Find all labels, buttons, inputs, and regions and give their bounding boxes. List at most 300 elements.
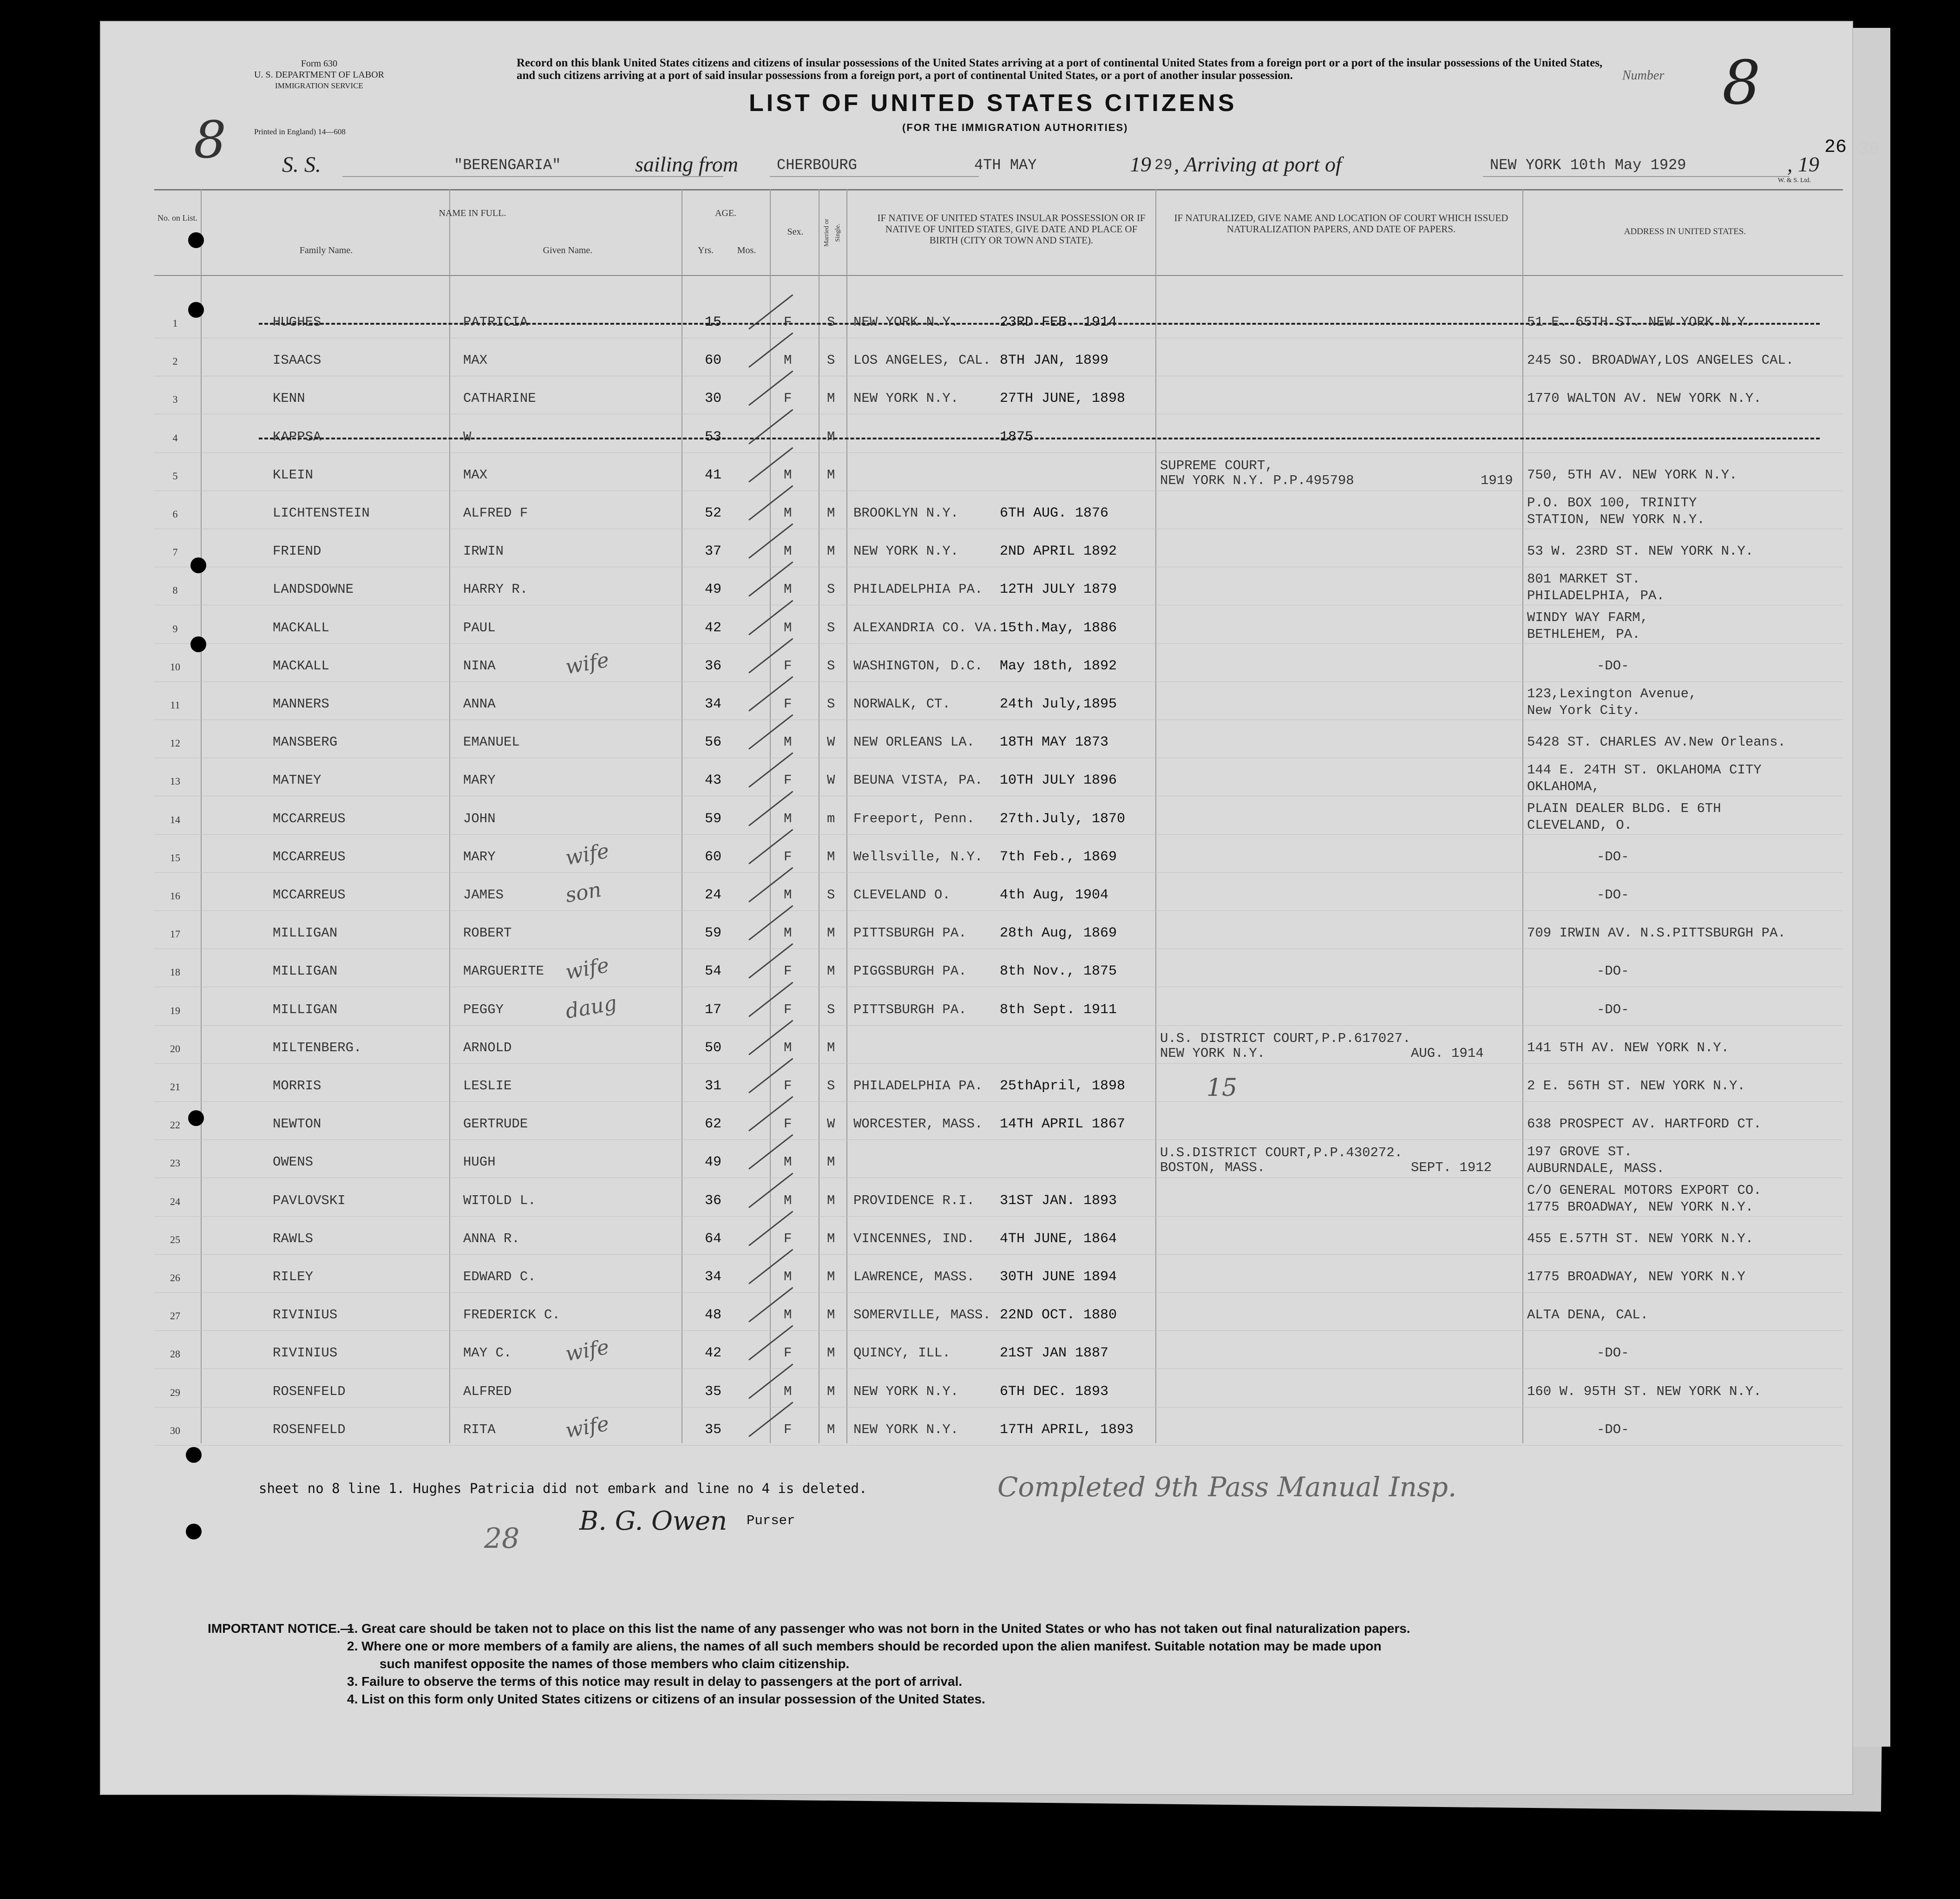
birth-place: PHILADELPHIA PA. (853, 1078, 983, 1094)
given-name: MARGUERITE (463, 963, 544, 979)
birth-date: 6TH AUG. 1876 (1000, 505, 1109, 521)
family-name: MCCARREUS (273, 849, 346, 864)
sex: M (784, 582, 792, 597)
naturalization-court: U.S.DISTRICT COURT,P.P.430272. (1160, 1145, 1403, 1160)
family-name: ROSENFELD (273, 1384, 346, 1399)
marital-status: M (827, 429, 835, 445)
age-years: 15 (705, 314, 722, 330)
given-name: ROBERT (463, 925, 512, 941)
address-line-1: WINDY WAY FARM, (1527, 610, 1649, 625)
family-name: KAPPSA (273, 429, 321, 445)
birth-date: 25thApril, 1898 (1000, 1078, 1126, 1094)
given-name: EMANUEL (463, 734, 520, 750)
marital-status: M (827, 925, 835, 941)
age-years: 31 (705, 1078, 722, 1094)
deleted-row-strike (259, 323, 1820, 325)
row-number: 20 (170, 1043, 180, 1054)
marital-status: M (827, 544, 835, 559)
sex: M (784, 734, 792, 750)
family-name: MCCARREUS (273, 811, 346, 826)
sailing-year: 29 (1154, 157, 1173, 174)
age-years: 43 (705, 773, 722, 788)
sex: F (784, 1002, 792, 1017)
marital-status: M (827, 963, 835, 979)
arriving-label: , Arriving at port of (1174, 152, 1342, 176)
marital-status: S (827, 1002, 835, 1017)
family-name: LICHTENSTEIN (273, 505, 370, 521)
family-name: RAWLS (273, 1231, 314, 1246)
birth-date: 27th.July, 1870 (1000, 811, 1126, 827)
age-years: 54 (705, 963, 722, 979)
birth-place: NEW ORLEANS LA. (853, 734, 975, 750)
age-years: 53 (705, 429, 722, 445)
address: 638 PROSPECT AV. HARTFORD CT. (1527, 1116, 1762, 1132)
row-number: 3 (172, 393, 178, 405)
arrival-port: NEW YORK 10th May 1929 (1490, 157, 1686, 174)
col-age-header: AGE. (715, 208, 737, 218)
punch-hole (190, 557, 206, 573)
row-number: 21 (170, 1081, 180, 1093)
marital-status: M (827, 467, 835, 483)
col-married-header: Married or Single. (823, 218, 841, 247)
address: 245 SO. BROADWAY,LOS ANGELES CAL. (1527, 353, 1794, 368)
age-years: 49 (705, 1154, 722, 1170)
sex: M (784, 1384, 792, 1399)
punch-hole (74, 1106, 82, 1118)
form-instructions: Record on this blank United States citizens and citizens of insular possessions of the United States arriving at a port of continental United States from a foreign port or a port of the insular possessions of the United States, and such citizens arriving at a port of said insular possessions from a foreign port, a port of continental United States, or a port of another insular possession. (517, 57, 1603, 82)
purser-label: Purser (747, 1513, 795, 1528)
address: 5428 ST. CHARLES AV.New Orleans. (1527, 734, 1786, 750)
birth-date: 24th July,1895 (1000, 696, 1117, 712)
given-name: PEGGY (463, 1002, 504, 1017)
age-years: 35 (705, 1384, 722, 1400)
sheet-number: 36 (1858, 139, 1880, 159)
birth-date: 8th Nov., 1875 (1000, 963, 1117, 979)
given-name: HARRY R. (463, 582, 528, 597)
age-years: 34 (705, 696, 722, 712)
marital-status: M (827, 1307, 835, 1323)
row-rule (154, 1216, 1843, 1217)
notice-item-3: 3. Failure to observe the terms of this notice may result in delay to passengers at the port of arrival. (347, 1674, 963, 1689)
sex: F (784, 1231, 792, 1246)
family-name: RIVINIUS (273, 1307, 338, 1323)
naturalization-court: SUPREME COURT, (1160, 458, 1273, 473)
given-name: MAX (463, 467, 488, 483)
row-number: 6 (172, 508, 178, 520)
given-name: MARY (463, 849, 496, 864)
marital-status: S (827, 314, 835, 330)
birth-date: 23RD FEB. 1914 (1000, 314, 1117, 330)
age-years: 30 (705, 391, 722, 406)
col-yrs-header: Yrs. (698, 245, 714, 255)
birth-date: 21ST JAN 1887 (1000, 1345, 1109, 1361)
age-years: 49 (705, 582, 722, 597)
marital-status: m (827, 811, 835, 826)
col-no-header: No. on List. (157, 213, 197, 223)
col-address-header: ADDRESS IN UNITED STATES. (1624, 227, 1746, 236)
address-line-1: PLAIN DEALER BLDG. E 6TH (1527, 801, 1721, 816)
birth-date: 4th Aug, 1904 (1000, 887, 1109, 903)
sailing-port: CHERBOURG (777, 157, 857, 174)
marital-status: S (827, 1078, 835, 1094)
family-name: MACKALL (273, 658, 329, 674)
row-number: 11 (170, 699, 180, 711)
col-mos-header: Mos. (737, 245, 756, 255)
manifest-sheet (100, 21, 1853, 1795)
punch-hole (74, 557, 82, 570)
given-name: JOHN (463, 811, 496, 826)
sex: F (784, 963, 792, 979)
address: ALTA DENA, CAL. (1527, 1307, 1649, 1323)
row-rule (154, 1254, 1843, 1255)
family-name: MILTENBERG. (273, 1040, 362, 1055)
address-line-1: 144 E. 24TH ST. OKLAHOMA CITY (1527, 762, 1762, 778)
given-name: FREDERICK C. (463, 1307, 560, 1323)
notice-item-4: 4. List on this form only United States citizens or citizens of an insular possession of the United States. (347, 1692, 985, 1706)
sex: F (784, 696, 792, 712)
department-name: U. S. DEPARTMENT OF LABOR (254, 70, 384, 80)
row-number: 5 (172, 470, 178, 482)
family-name: ROSENFELD (273, 1422, 346, 1437)
birth-place: PHILADELPHIA PA. (853, 582, 983, 597)
family-name: KENN (273, 391, 305, 406)
sex: F (784, 1422, 792, 1437)
family-name: MILLIGAN (273, 963, 338, 979)
given-name: PAUL (463, 620, 496, 635)
row-number: 12 (170, 737, 180, 749)
age-years: 56 (705, 734, 722, 750)
sex: M (784, 1307, 792, 1323)
marital-status: M (827, 1193, 835, 1208)
address-line-2: New York City. (1527, 703, 1640, 718)
row-number: 27 (170, 1310, 180, 1322)
form-id-block (254, 58, 384, 92)
birth-place: NEW YORK N.Y. (853, 1384, 959, 1399)
birth-date: 6TH DEC. 1893 (1000, 1384, 1109, 1400)
address: -DO- (1597, 963, 1629, 979)
row-rule (154, 1101, 1843, 1102)
page-title: LIST OF UNITED STATES CITIZENS (749, 90, 1237, 117)
birth-place: WASHINGTON, D.C. (853, 658, 983, 674)
given-name: CATHARINE (463, 391, 536, 406)
sex: F (784, 658, 792, 674)
sex: F (784, 391, 792, 406)
punch-hole (186, 1447, 202, 1463)
birth-date: 8th Sept. 1911 (1000, 1002, 1117, 1018)
sex: M (784, 544, 792, 559)
given-name: ANNA (463, 696, 496, 712)
birth-date: 18TH MAY 1873 (1000, 734, 1109, 750)
birth-date: 4TH JUNE, 1864 (1000, 1231, 1117, 1247)
age-years: 59 (705, 811, 722, 827)
age-years: 37 (705, 544, 722, 559)
marital-status: W (827, 773, 835, 788)
birth-place: ALEXANDRIA CO. VA. (853, 620, 999, 635)
service-name: IMMIGRATION SERVICE (275, 81, 363, 90)
sex: F (784, 773, 792, 788)
address: 1770 WALTON AV. NEW YORK N.Y. (1527, 391, 1762, 406)
marital-status: M (827, 1422, 835, 1437)
col-given-header: Given Name. (543, 245, 593, 255)
row-rule (154, 1330, 1843, 1331)
birth-date: 7th Feb., 1869 (1000, 849, 1117, 865)
col-naturalized-header: IF NATURALIZED, GIVE NAME AND LOCATION OF COURT WHICH ISSUED NATURALIZATION PAPERS, AND DATE OF PAPERS. (1174, 212, 1508, 235)
given-name: ARNOLD (463, 1040, 512, 1055)
arrival-year-prefix: , 19 (1787, 152, 1819, 176)
birth-date: 2ND APRIL 1892 (1000, 544, 1117, 559)
sex: F (784, 1345, 792, 1361)
row-rule (154, 643, 1843, 644)
notice-list (347, 1620, 1834, 1708)
row-number: 10 (170, 661, 180, 673)
row-number: 29 (170, 1387, 180, 1398)
address-line-2: STATION, NEW YORK N.Y. (1527, 512, 1705, 527)
row-number: 26 (170, 1272, 180, 1283)
birth-place: LAWRENCE, MASS. (853, 1269, 975, 1284)
address: 709 IRWIN AV. N.S.PITTSBURGH PA. (1527, 925, 1786, 941)
marital-status: S (827, 887, 835, 903)
age-years: 64 (705, 1231, 722, 1247)
birth-place: PROVIDENCE R.I. (853, 1193, 975, 1208)
number-label: Number (1622, 68, 1665, 83)
age-years: 41 (705, 467, 722, 483)
sex: M (784, 925, 792, 941)
birth-date: 17TH APRIL, 1893 (1000, 1422, 1134, 1438)
birth-date: 28th Aug, 1869 (1000, 925, 1117, 941)
age-years: 52 (705, 505, 722, 521)
purser-signature: B. G. Owen (579, 1506, 728, 1536)
row-number: 15 (170, 852, 180, 864)
naturalization-date: SEPT. 1912 (1411, 1160, 1492, 1175)
sex: M (784, 1154, 792, 1170)
completed-note: Completed 9th Pass Manual Insp. (997, 1471, 1457, 1503)
address: -DO- (1597, 1002, 1629, 1017)
margin-number: 15 (1206, 1074, 1238, 1102)
address-line-2: 1775 BROADWAY, NEW YORK N.Y. (1527, 1199, 1754, 1215)
given-name: JAMES (463, 887, 504, 903)
birth-place: PITTSBURGH PA. (853, 925, 967, 941)
list-number: 8 (1722, 47, 1761, 118)
row-rule (154, 1063, 1843, 1064)
birth-date: 22ND OCT. 1880 (1000, 1307, 1117, 1323)
punch-hole (84, 223, 91, 235)
relation-note: wife (564, 1335, 611, 1366)
row-rule (154, 681, 1843, 682)
sex: M (784, 1040, 792, 1055)
row-rule (154, 1445, 1843, 1446)
naturalization-location: BOSTON, MASS. (1160, 1160, 1265, 1175)
punch-hole (84, 300, 91, 312)
birth-place: Freeport, Penn. (853, 811, 975, 826)
age-years: 36 (705, 658, 722, 674)
row-number: 9 (172, 623, 178, 635)
address: 51 E. 65TH ST. NEW YORK N.Y. (1527, 314, 1754, 330)
family-name: OWENS (273, 1154, 314, 1170)
sex: F (784, 1116, 792, 1132)
row-rule (154, 872, 1843, 873)
relation-note: wife (564, 648, 611, 679)
hand-mark: 28 (484, 1522, 520, 1555)
marital-status: M (827, 1345, 835, 1361)
family-name: LANDSDOWNE (273, 582, 354, 597)
notice-item-1: 1. Great care should be taken not to place on this list the name of any passenger who was not born in the United States or who has not taken out final naturalization papers. (347, 1621, 1410, 1636)
address-line-2: BETHLEHEM, PA. (1527, 627, 1640, 642)
row-number: 22 (170, 1119, 180, 1131)
col-sex-header: Sex. (787, 227, 804, 237)
family-name: ISAACS (273, 353, 321, 368)
sheet-note: sheet no 8 line 1. Hughes Patricia did not embark and line no 4 is deleted. (259, 1480, 867, 1496)
relation-note: wife (564, 1412, 611, 1443)
sex: F (784, 314, 792, 330)
row-rule (154, 1139, 1843, 1140)
ss-label: S. S. (282, 152, 321, 177)
punch-hole (188, 232, 204, 248)
row-number: 17 (170, 928, 180, 940)
ship-name: "BERENGARIA" (454, 157, 561, 174)
given-name: ALFRED F (463, 505, 528, 521)
row-number: 2 (172, 355, 178, 367)
birth-date: 10TH JULY 1896 (1000, 773, 1117, 788)
row-number: 25 (170, 1234, 180, 1245)
marital-status: M (827, 1269, 835, 1284)
row-number: 8 (172, 584, 178, 596)
row-number: 1 (172, 317, 178, 329)
relation-note: son (564, 877, 603, 908)
naturalization-location: NEW YORK N.Y. (1160, 1046, 1265, 1061)
row-rule (154, 452, 1843, 453)
col-name-header: NAME IN FULL. (439, 208, 506, 218)
printer-mark: W. & S. Ltd. (1778, 177, 1811, 184)
birth-place: LOS ANGELES, CAL. (853, 353, 991, 368)
marital-status: S (827, 620, 835, 635)
birth-date: 1875 (1000, 429, 1034, 445)
family-name: NEWTON (273, 1116, 321, 1132)
sex: M (784, 353, 792, 368)
address-line-1: P.O. BOX 100, TRINITY (1527, 495, 1697, 511)
birth-date: 15th.May, 1886 (1000, 620, 1117, 636)
address: -DO- (1597, 1345, 1629, 1361)
given-name: RITA (463, 1422, 496, 1437)
birth-date: 12TH JULY 1879 (1000, 582, 1117, 597)
address: 455 E.57TH ST. NEW YORK N.Y. (1527, 1231, 1754, 1246)
address: 750, 5TH AV. NEW YORK N.Y. (1527, 467, 1737, 483)
row-rule (154, 834, 1843, 835)
family-name: KLEIN (273, 467, 314, 483)
col-birth-header: IF NATIVE OF UNITED STATES INSULAR POSSESSION OR IF NATIVE OF UNITED STATES, GIVE DATE AND PLACE OF BIRTH (CITY OR TOWN AND STATE). (877, 212, 1146, 246)
birth-date: 27TH JUNE, 1898 (1000, 391, 1126, 406)
birth-place: BROOKLYN N.Y. (853, 505, 959, 521)
given-name: ANNA R. (463, 1231, 520, 1246)
age-years: 62 (705, 1116, 722, 1132)
birth-place: CLEVELAND O. (853, 887, 951, 903)
marital-status: S (827, 696, 835, 712)
family-name: MANSBERG (273, 734, 338, 750)
marital-status: M (827, 1154, 835, 1170)
col-family-header: Family Name. (299, 245, 353, 255)
birth-date: 31ST JAN. 1893 (1000, 1193, 1117, 1209)
address-line-1: C/O GENERAL MOTORS EXPORT CO. (1527, 1183, 1762, 1198)
family-name: FRIEND (273, 544, 321, 559)
birth-place: QUINCY, ILL. (853, 1345, 951, 1361)
family-name: MCCARREUS (273, 887, 346, 903)
naturalization-date: AUG. 1914 (1411, 1046, 1484, 1061)
address: 160 W. 95TH ST. NEW YORK N.Y. (1527, 1384, 1762, 1399)
address-line-2: AUBURNDALE, MASS. (1527, 1161, 1665, 1176)
marital-status: W (827, 1116, 835, 1132)
family-name: MORRIS (273, 1078, 321, 1094)
address-line-2: CLEVELAND, O. (1527, 818, 1632, 833)
row-number: 14 (170, 814, 180, 825)
notice-item-2: 2. Where one or more members of a family are aliens, the names of all such members should be recorded upon the alien manifest. Suitable notation may be made upon (347, 1639, 1382, 1653)
notice-item-2-continued: such manifest opposite the names of those members who claim citizenship. (380, 1657, 850, 1671)
given-name: PATRICIA (463, 314, 528, 330)
family-name: MATNEY (273, 773, 321, 788)
printer-note: Printed in England) 14—608 (254, 127, 346, 136)
age-years: 60 (705, 849, 722, 865)
sex: F (784, 849, 792, 864)
given-name: NINA (463, 658, 496, 674)
birth-place: PITTSBURGH PA. (853, 1002, 967, 1017)
age-years: 59 (705, 925, 722, 941)
address-line-1: 197 GROVE ST. (1527, 1144, 1632, 1159)
age-years: 42 (705, 620, 722, 636)
marital-status: S (827, 658, 835, 674)
birth-place: NORWALK, CT. (853, 696, 951, 712)
given-name: IRWIN (463, 544, 504, 559)
punch-hole (188, 1110, 204, 1126)
birth-place: SOMERVILLE, MASS. (853, 1307, 991, 1323)
address: -DO- (1597, 849, 1629, 864)
marital-status: M (827, 391, 835, 406)
address: -DO- (1597, 658, 1629, 674)
age-years: 17 (705, 1002, 722, 1018)
given-name: ALFRED (463, 1384, 512, 1399)
given-name: MARY (463, 773, 496, 788)
punch-hole (188, 302, 204, 318)
row-number: 24 (170, 1196, 180, 1207)
row-number: 23 (170, 1157, 180, 1169)
row-number: 16 (170, 890, 180, 902)
address: 53 W. 23RD ST. NEW YORK N.Y. (1527, 544, 1754, 559)
row-number: 30 (170, 1425, 180, 1436)
address-line-1: 123,Lexington Avenue, (1527, 686, 1697, 701)
address-line-2: PHILADELPHIA, PA. (1527, 588, 1665, 603)
notice-heading: IMPORTANT NOTICE.— (208, 1621, 354, 1636)
birth-place: NEW YORK N.Y. (853, 314, 959, 330)
age-years: 50 (705, 1040, 722, 1056)
sailing-year-prefix: 19 (1130, 152, 1151, 176)
address: -DO- (1597, 887, 1629, 903)
punch-hole (190, 636, 206, 652)
punch-hole (186, 1524, 202, 1539)
naturalization-date: 1919 (1481, 473, 1513, 488)
marital-status: M (827, 505, 835, 521)
birth-place: BEUNA VISTA, PA. (853, 773, 983, 788)
given-name: GERTRUDE (463, 1116, 528, 1132)
address: 1775 BROADWAY, NEW YORK N.Y (1527, 1269, 1745, 1284)
row-number: 13 (170, 775, 180, 787)
age-years: 60 (705, 353, 722, 368)
punch-hole (74, 634, 82, 646)
given-name: HUGH (463, 1154, 496, 1170)
birth-date: 14TH APRIL 1867 (1000, 1116, 1126, 1132)
family-name: MANNERS (273, 696, 329, 712)
naturalization-location: NEW YORK N.Y. P.P.495798 (1160, 473, 1354, 488)
relation-note: daug (564, 991, 619, 1024)
page-subtitle: (FOR THE IMMIGRATION AUTHORITIES) (902, 122, 1128, 133)
family-name: MILLIGAN (273, 1002, 338, 1017)
birth-place: NEW YORK N.Y. (853, 544, 959, 559)
